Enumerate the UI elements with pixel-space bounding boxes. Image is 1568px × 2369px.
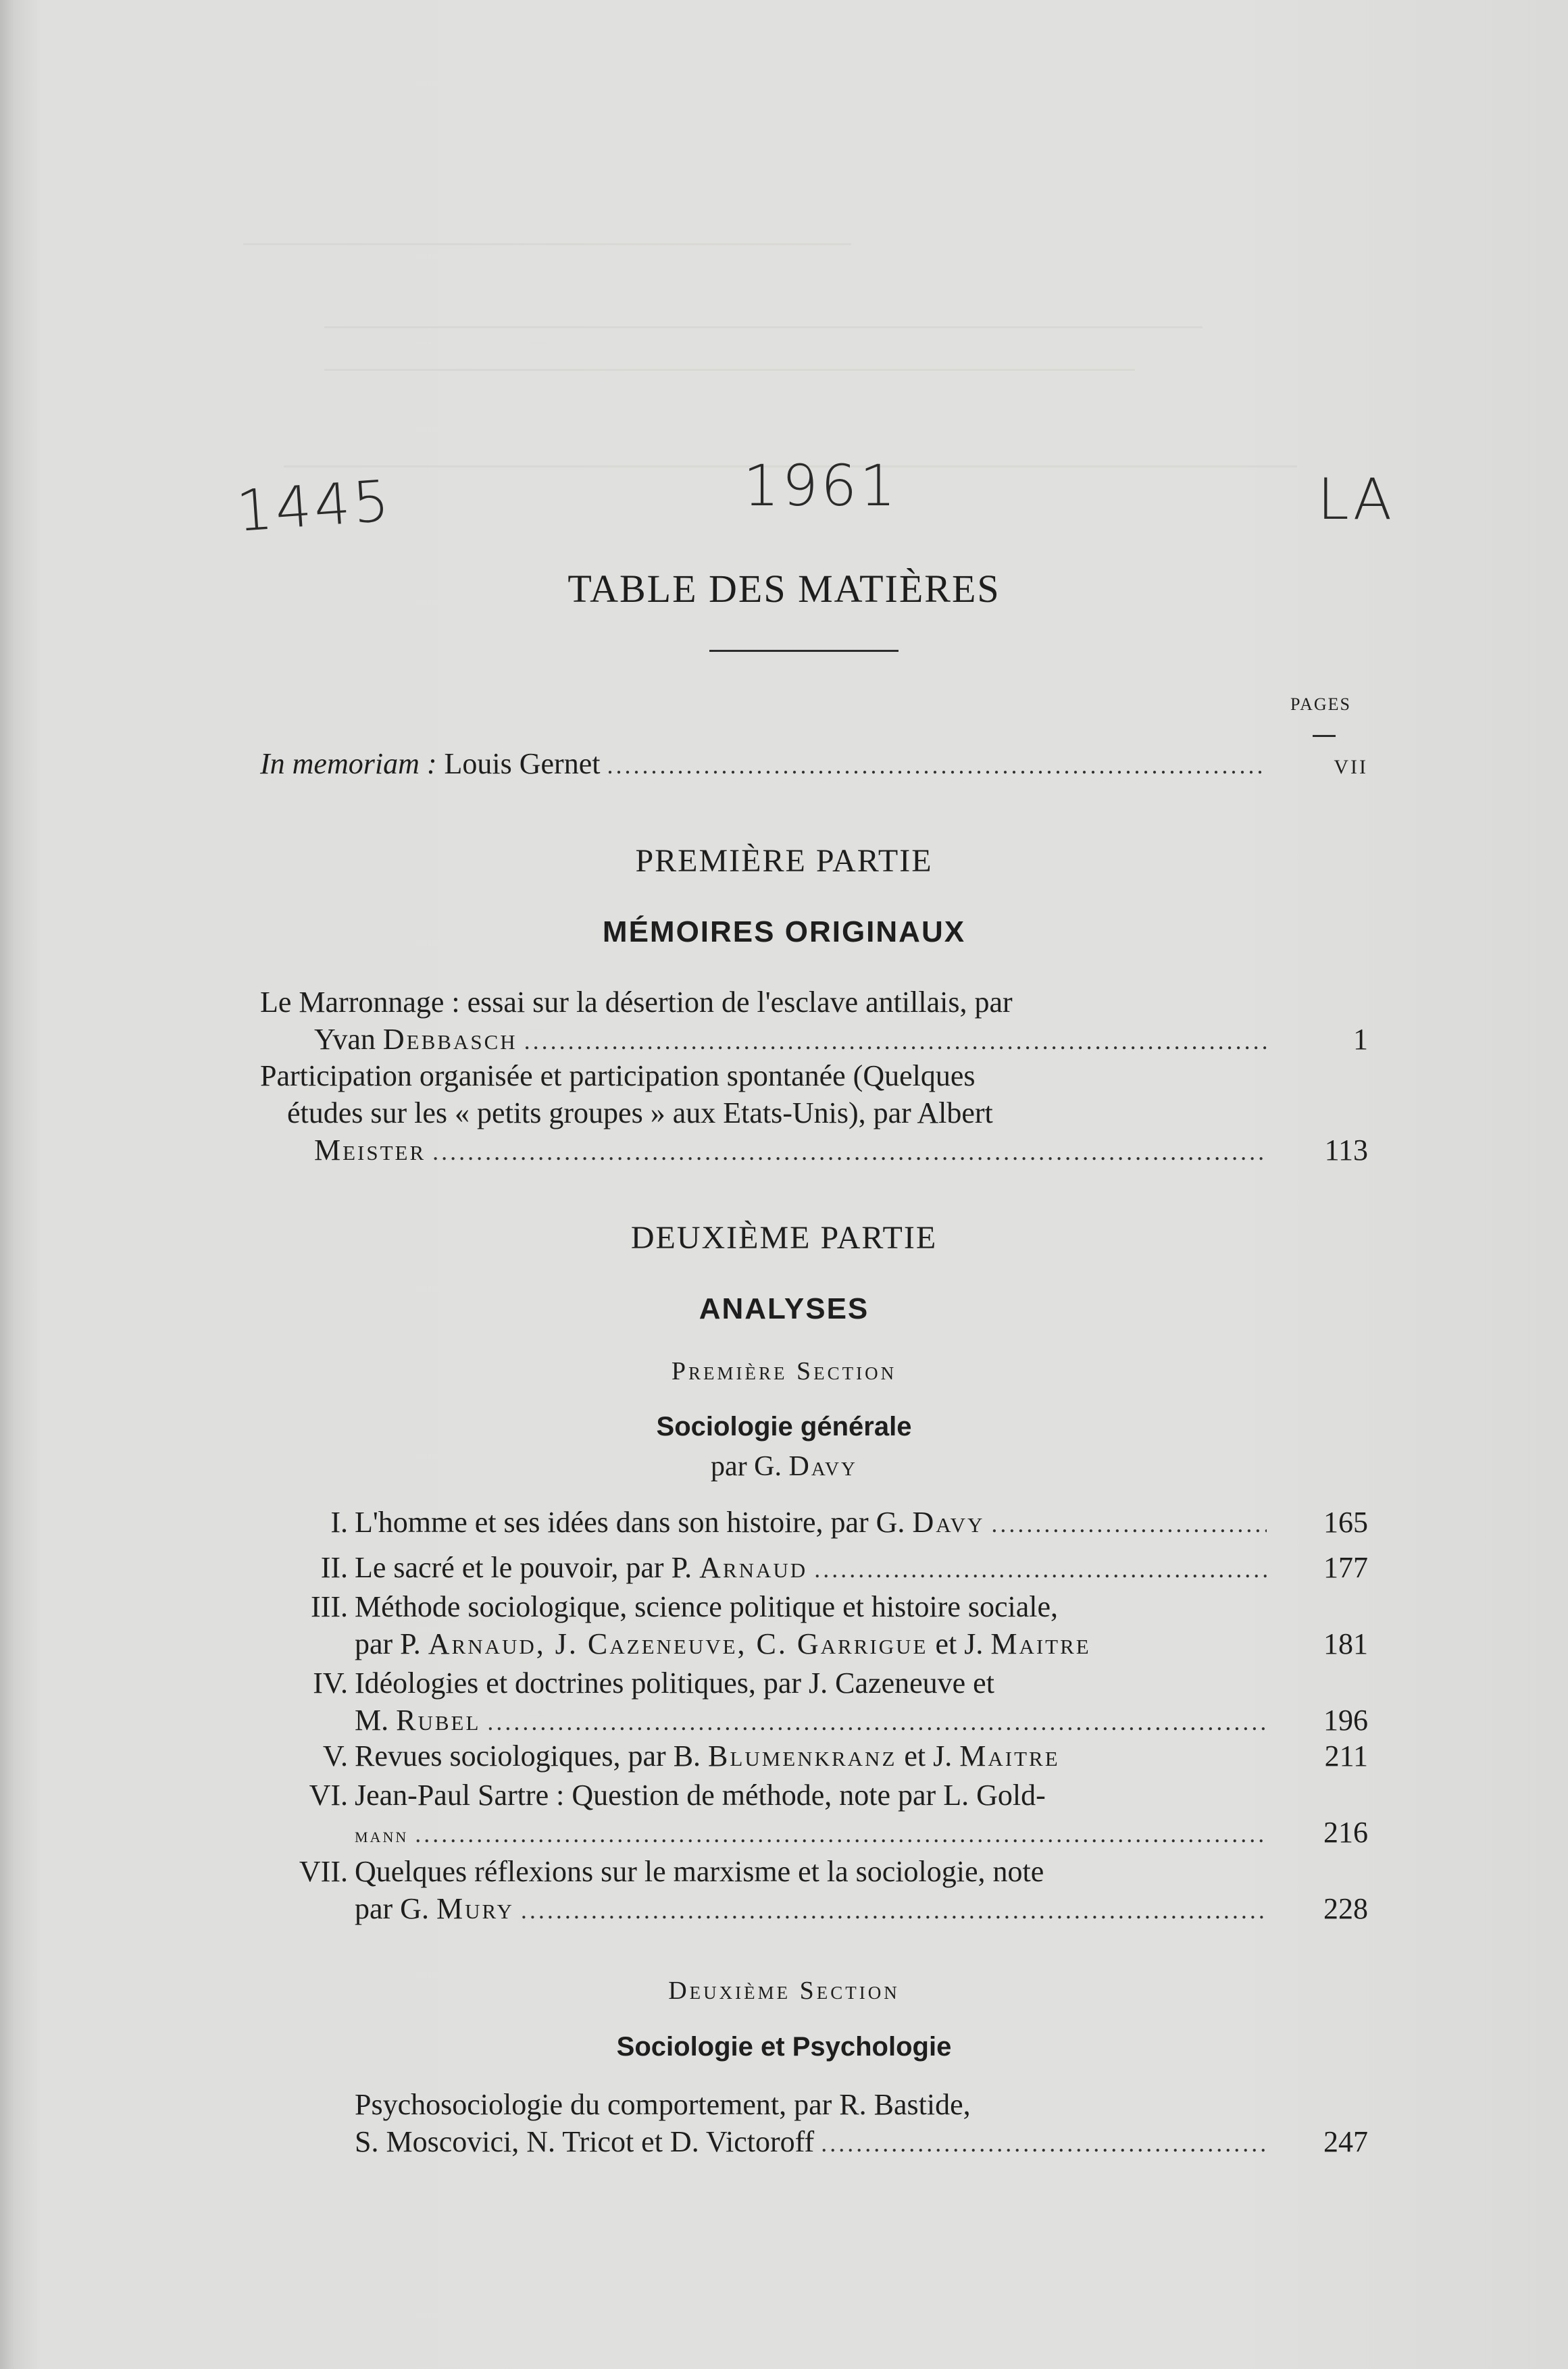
- item-text: L'homme et ses idées dans son histoire, par G.: [355, 1506, 905, 1539]
- item-author: Blumenkranz: [708, 1739, 897, 1773]
- entry-text: Le Marronnage : essai sur la désertion de l'esclave antillais, par: [260, 986, 1013, 1019]
- entry-text: Participation organisée et participation spontanée (Quelques: [260, 1059, 976, 1092]
- handwritten-note-right: LA: [1317, 466, 1395, 532]
- item-text: Psychosociologie du comportement, par R. Bastide,: [355, 2088, 971, 2121]
- item-number: VI.: [309, 1779, 348, 1812]
- page-number: 177: [1323, 1551, 1368, 1584]
- item-author: Maitre: [959, 1739, 1060, 1773]
- part1-title: PREMIÈRE PARTIE: [635, 843, 933, 879]
- item-text: Idéologies et doctrines politiques, par J. Cazeneuve et: [355, 1666, 994, 1700]
- item-author: Mury: [436, 1892, 514, 1925]
- show-through-lines: [243, 216, 1358, 892]
- page-number: 196: [1323, 1704, 1368, 1737]
- page-number: 216: [1323, 1816, 1368, 1849]
- part1-heading: MÉMOIRES ORIGINAUX: [602, 915, 966, 948]
- by-name: Davy: [788, 1451, 857, 1482]
- page-number: VII: [1334, 756, 1368, 778]
- leader-dots: [821, 2125, 1267, 2162]
- page-number: 228: [1323, 1892, 1368, 1925]
- item-text: Méthode sociologique, science politique et histoire sociale,: [355, 1590, 1059, 1623]
- item-author: Davy: [912, 1506, 985, 1539]
- item-number: III.: [311, 1590, 348, 1623]
- item-author: Arnaud: [699, 1551, 808, 1584]
- toc-item: [260, 1504, 1368, 1543]
- author-name: Meister: [314, 1133, 426, 1167]
- page-number: 211: [1324, 1739, 1368, 1773]
- section1-label: Première Section: [671, 1357, 897, 1385]
- toc-entry: [260, 984, 1368, 1060]
- leader-dots: [521, 1892, 1267, 1929]
- leader-dots: [607, 747, 1267, 784]
- handwritten-note-center: 1961: [743, 453, 899, 519]
- toc-item: [260, 1777, 1368, 1854]
- leader-dots: [432, 1133, 1267, 1171]
- item-text: Quelques réflexions sur le marxisme et la sociologie, note: [355, 1855, 1044, 1888]
- part2-heading: ANALYSES: [699, 1292, 869, 1325]
- memoriam-name: Louis Gernet: [444, 747, 601, 780]
- title-rule: [709, 650, 899, 652]
- toc-item: [260, 1588, 1368, 1662]
- item-text: Revues sociologiques, par B.: [355, 1739, 701, 1773]
- page-number: 1: [1353, 1023, 1368, 1056]
- item-text: et J.: [904, 1739, 953, 1773]
- toc-item: [260, 1737, 1368, 1775]
- toc-item: [260, 2086, 1368, 2162]
- section1-author: [0, 1450, 1568, 1483]
- page-number: 113: [1324, 1133, 1368, 1167]
- section2-label: Deuxième Section: [668, 1977, 900, 2005]
- part2-title: DEUXIÈME PARTIE: [630, 1220, 938, 1256]
- item-number: I.: [330, 1506, 348, 1539]
- author-name: Debbasch: [382, 1023, 517, 1056]
- handwritten-note-left: 1445: [234, 467, 394, 544]
- toc-item: [260, 1853, 1368, 1929]
- entry-text: études sur les « petits groupes » aux Etats-Unis), par Albert: [287, 1096, 993, 1129]
- leader-dots: [814, 1551, 1267, 1588]
- item-author: Arnaud, J. Cazeneuve, C. Garrigue: [428, 1627, 928, 1660]
- pages-column-label: PAGES: [1290, 694, 1351, 714]
- leader-dots: [524, 1023, 1267, 1060]
- item-text: par G.: [355, 1892, 429, 1925]
- section2-title: Sociologie et Psychologie: [616, 2032, 952, 2062]
- page-number: 165: [1323, 1506, 1368, 1539]
- page-title: TABLE DES MATIÈRES: [567, 567, 1001, 611]
- memoriam-label: In memoriam :: [260, 747, 437, 780]
- item-author: Rubel: [396, 1704, 481, 1737]
- item-author: mann: [355, 1823, 409, 1847]
- leader-dots: [991, 1506, 1267, 1543]
- item-number: VII.: [299, 1855, 348, 1888]
- page-number: 181: [1323, 1627, 1368, 1660]
- pages-dash: [1313, 735, 1336, 737]
- item-author: Maitre: [990, 1627, 1091, 1660]
- toc-item: [260, 1664, 1368, 1741]
- item-number: II.: [320, 1551, 348, 1584]
- toc-entry: [260, 1057, 1368, 1171]
- item-number: V.: [322, 1739, 348, 1773]
- memoriam-entry: [260, 745, 1368, 786]
- item-text: et J.: [935, 1627, 984, 1660]
- item-number: IV.: [313, 1666, 348, 1700]
- author-first: Yvan: [314, 1023, 376, 1056]
- item-text: Le sacré et le pouvoir, par P.: [355, 1551, 692, 1584]
- leader-dots: [415, 1816, 1267, 1853]
- by-prefix: par G.: [711, 1451, 782, 1482]
- item-text: M.: [355, 1704, 389, 1737]
- item-text: par P.: [355, 1627, 421, 1660]
- section1-title: Sociologie générale: [656, 1412, 912, 1442]
- page-number: 247: [1323, 2125, 1368, 2158]
- toc-item: [260, 1549, 1368, 1588]
- item-text: S. Moscovici, N. Tricot et D. Victoroff: [355, 2125, 815, 2158]
- item-text: Jean-Paul Sartre : Question de méthode, note par L. Gold-: [355, 1779, 1046, 1812]
- leader-dots: [487, 1704, 1267, 1741]
